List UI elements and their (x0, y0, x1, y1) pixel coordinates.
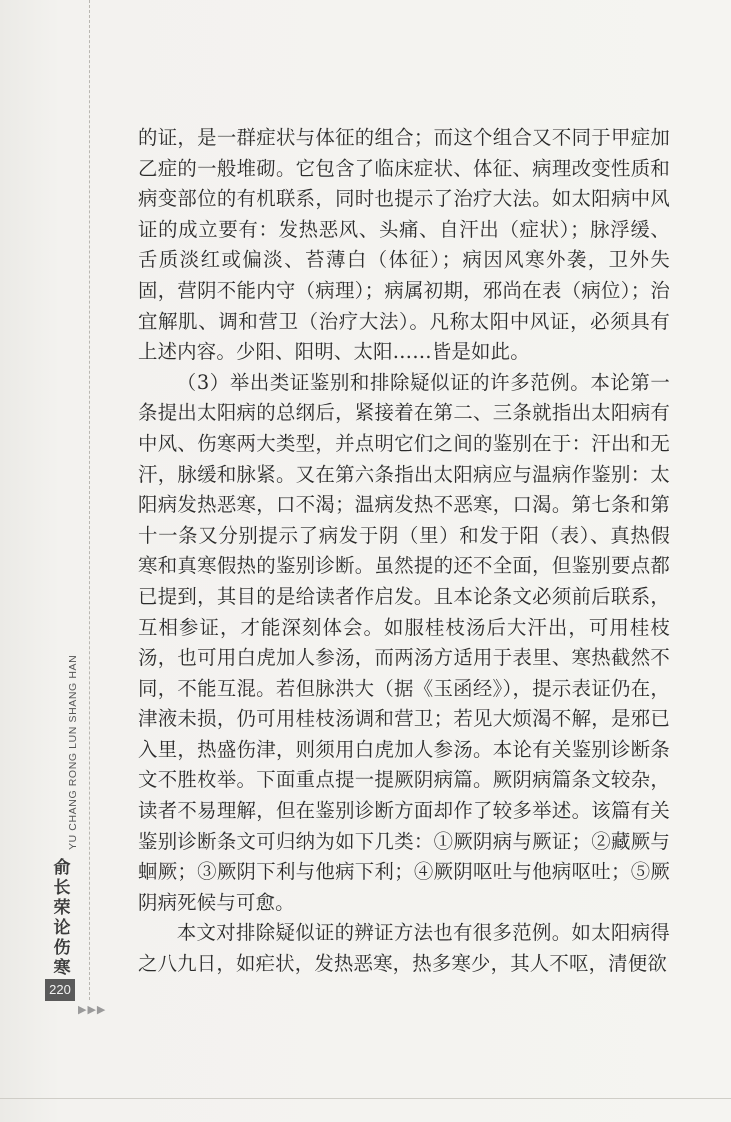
paragraph-2: （3）举出类证鉴别和排除疑似证的许多范例。本论第一条提出太阳病的总纲后，紧接着在第二、三条就指出太阳病有中风、伤寒两大类型，并点明它们之间的鉴别在于：汗出和无汗，脉缓和脉紧。又在第六条指出太阳病应与温病作鉴别：太阳病发热恶寒，口不渴；温病发热不恶寒，口渴。第七条和第十一条又分别提示了病发于阴（里）和发于阳（表）、真热假寒和真寒假热的鉴别诊断。虽然提的还不全面，但鉴别要点都已提到，其目的是给读者作启发。且本论条文必须前后联系，互相参证，才能深刻体会。如服桂枝汤后大汗出，可用桂枝汤，也可用白虎加人参汤，而两汤方适用于表里、寒热截然不同，不能互混。若但脉洪大（据《玉函经》），提示表证仍在，津液未损，仍可用桂枝汤调和营卫；若见大烦渴不解，是邪已入里，热盛伤津，则须用白虎加人参汤。本论有关鉴别诊断条文不胜枚举。下面重点提一提厥阴病篇。厥阴病篇条文较杂，读者不易理解，但在鉴别诊断方面却作了较多举述。该篇有关鉴别诊断条文可归纳为如下几类：①厥阴病与厥证；②藏厥与蛔厥；③厥阴下利与他病下利；④厥阴呕吐与他病呕吐；⑤厥阴病死候与可愈。 (138, 370, 670, 914)
running-title-pinyin-text: YU CHANG RONG LUN SHANG HAN (67, 654, 79, 850)
page-arrows-icon: ▶▶▶ (78, 1003, 107, 1016)
running-title-chinese: 俞 长 荣 论 伤 寒 (53, 858, 71, 978)
body-text (138, 123, 670, 980)
page-number: 220 (45, 979, 75, 1001)
bottom-rule (0, 1098, 731, 1099)
paragraph-1: 的证，是一群症状与体征的组合；而这个组合又不同于甲症加乙症的一般堆砌。它包含了临床症状、体征、病理改变性质和病变部位的有机联系，同时也提示了治疗大法。如太阳病中风证的成立要有：发热恶风、头痛、自汗出（症状）；脉浮缓、舌质淡红或偏淡、苔薄白（体征）；病因风寒外袭，卫外失固，营阴不能内守（病理）；病属初期，邪尚在表（病位）；治宜解肌、调和营卫（治疗大法）。凡称太阳中风证，必须具有上述内容。少阳、阳明、太阳……皆是如此。 (138, 126, 670, 364)
binding-dashed-line (89, 0, 90, 1000)
paragraph-3: 本文对排除疑似证的辨证方法也有很多范例。如太阳病得之八九日，如疟状，发热恶寒，热多寒少，其人不呕，清便欲 (138, 921, 670, 976)
